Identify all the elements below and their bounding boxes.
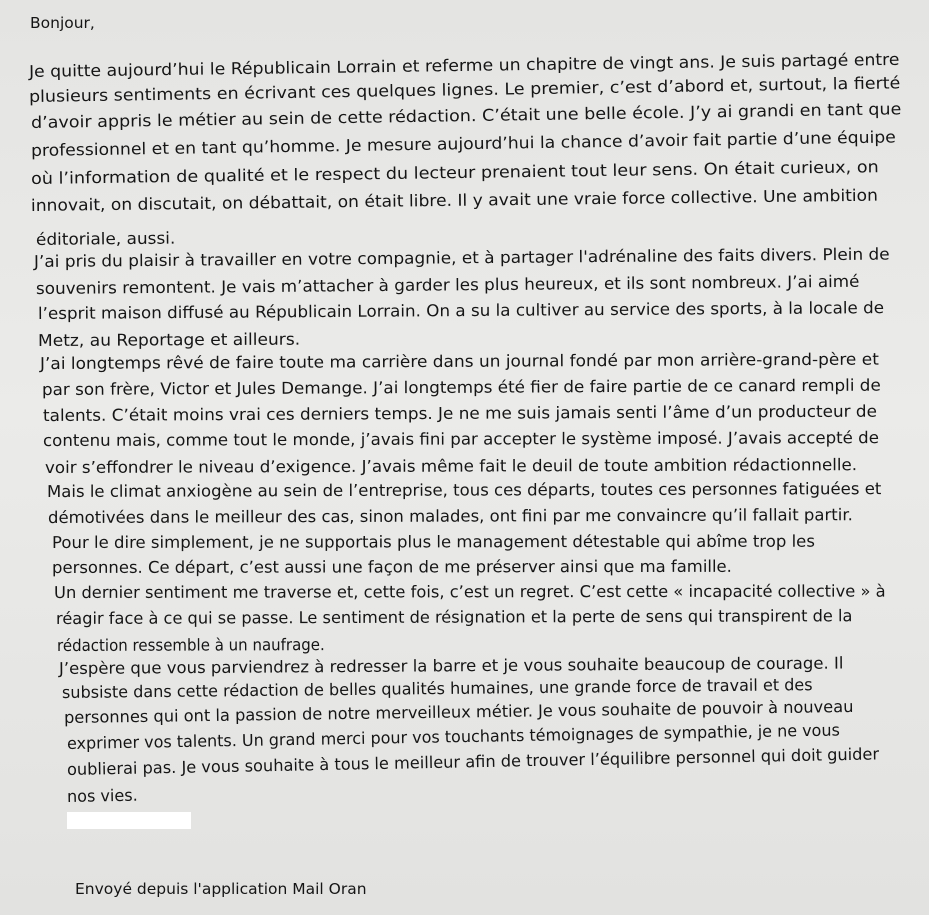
- letter-line: éditoriale, aussi.: [35, 228, 176, 249]
- letter-line: réagir face à ce qui se passe. Le sentiment de résignation et la perte de sens qui transpirent de la: [55, 606, 853, 628]
- letter-line: où l’information de qualité et le respect du lecteur prenaient tout leur sens. On était curieux, on: [30, 157, 879, 188]
- letter-line: Je quitte aujourd’hui le Républicain Lorrain et referme un chapitre de vingt ans. Je suis partagé entre: [28, 49, 900, 81]
- greeting: Bonjour,: [30, 14, 95, 32]
- letter-line: plusieurs sentiments en écrivant ces quelques lignes. Le premier, c’est d’abord et, surtout, la fierté: [28, 73, 901, 106]
- letter-line: Metz, au Reportage et ailleurs.: [37, 329, 301, 350]
- letter-line: Un dernier sentiment me traverse et, cette fois, c’est un regret. C’est cette « incapacité collective » à: [53, 581, 886, 602]
- letter-line: J’ai longtemps rêvé de faire toute ma carrière dans un journal fondé par mon arrière-grand-père et: [39, 349, 879, 373]
- letter-line: talents. C’était moins vrai ces derniers temps. Je ne me suis jamais senti l’âme d’un producteur de: [42, 401, 877, 425]
- letter-line: par son frère, Victor et Jules Demange. J’ai longtemps été fier de faire partie de ce canard rempli de: [41, 375, 881, 399]
- letter-line: d’avoir appris le métier au sein de cette rédaction. C’était une belle école. J’y ai grandi en tant que: [30, 99, 902, 132]
- letter-line: professionnel et en tant qu’homme. Je mesure aujourd’hui la chance d’avoir fait partie d’une équipe: [30, 127, 896, 160]
- letter-line: nos vies.: [66, 785, 138, 806]
- letter-line: J’espère que vous parviendrez à redresser la barre et je vous souhaite beaucoup de courage. Il: [58, 653, 844, 678]
- letter-line: démotivées dans le meilleur des cas, sinon malades, ont fini par me convaincre qu’il fallait partir.: [47, 505, 853, 527]
- letter-line: innovait, on discutait, on débattait, on était libre. Il y avait une vraie force collective. Une ambition: [30, 185, 879, 215]
- letter-line: Pour le dire simplement, je ne supportais plus le management détestable qui abîme trop les: [51, 531, 815, 552]
- letter-line: Mais le climat anxiogène au sein de l’entreprise, tous ces départs, toutes ces personnes fatiguées et: [46, 479, 882, 501]
- letter-line: oublierai pas. Je vous souhaite à tous le meilleur afin de trouver l’équilibre personnel qui doit guider: [66, 744, 880, 779]
- letter-line: l’esprit maison diffusé au Républicain Lorrain. On a su la cultiver au service des sports, à la locale de: [37, 298, 885, 323]
- letter-line: J’ai pris du plaisir à travailler en votre compagnie, et à partager l'adrénaline des faits divers. Plein de: [33, 244, 890, 271]
- mail-footer: Envoyé depuis l'application Mail Oran: [75, 880, 367, 898]
- letter-line: contenu mais, comme tout le monde, j’avais fini par accepter le système imposé. J’avais accepté de: [42, 428, 879, 450]
- letter-line: personnes qui ont la passion de notre merveilleux métier. Je vous souhaite de pouvoir à nouveau: [63, 696, 854, 727]
- letter-line: rédaction ressemble à un naufrage.: [56, 635, 325, 655]
- letter-line: subsiste dans cette rédaction de belles qualités humaines, une grande force de travail et des: [61, 675, 813, 702]
- letter-line: personnes. Ce départ, c’est aussi une façon de me préserver ainsi que ma famille.: [51, 556, 732, 577]
- letter-line: souvenirs remontent. Je vais m’attacher à garder les plus heureux, et ils sont nombreux. J’ai aimé: [35, 271, 860, 298]
- redacted-signature: [67, 812, 191, 829]
- letter-line: exprimer vos talents. Un grand merci pour vos touchants témoignages de sympathie, je ne vous: [66, 720, 840, 753]
- letter-line: voir s’effondrer le niveau d’exigence. J’avais même fait le deuil de toute ambition rédactionnelle.: [44, 455, 858, 477]
